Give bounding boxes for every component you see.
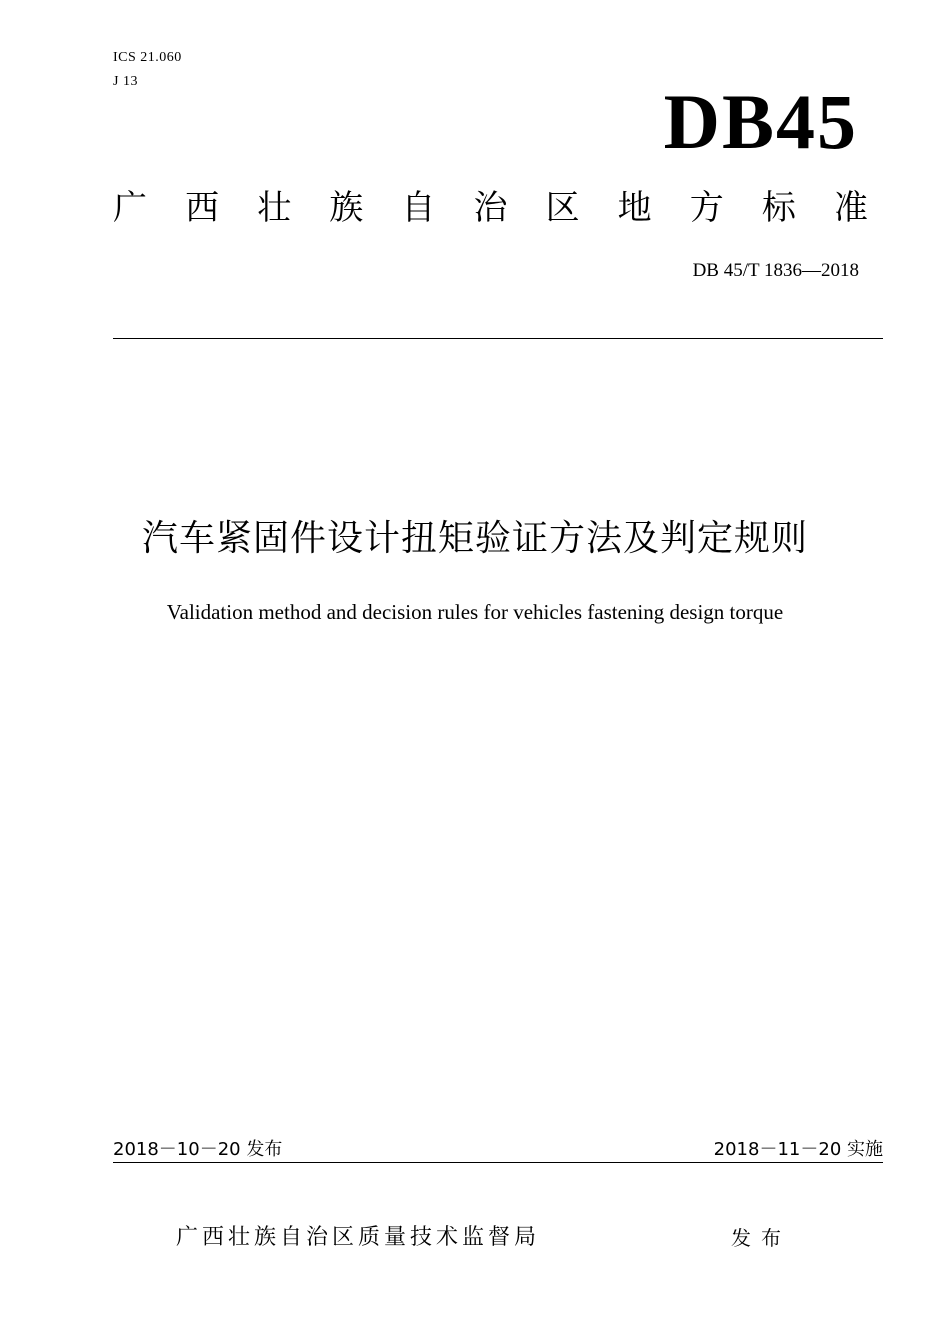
issued-label: 发布	[731, 1226, 791, 1250]
ics-code: ICS 21.060	[113, 50, 182, 65]
standard-title-char: 准	[833, 188, 868, 228]
issuing-authority: 广西壮族自治区质量技术监督局	[176, 1225, 541, 1250]
document-title-chinese: 汽车紧固件设计扭矩验证方法及判定规则	[141, 518, 808, 559]
standard-title-char: 地	[617, 188, 652, 228]
standard-title-char: 自	[401, 188, 436, 228]
standard-title-char: 广	[113, 188, 147, 228]
implementation-date: 2018－11－20 实施	[713, 1139, 883, 1160]
standard-category-title	[113, 186, 868, 230]
ccs-code: J 13	[113, 74, 138, 89]
standard-title-char: 族	[329, 188, 364, 228]
standard-title-char: 西	[185, 188, 220, 228]
top-divider	[113, 338, 883, 339]
standard-title-char: 标	[761, 188, 796, 228]
document-title-english: Validation method and decision rules for vehicles fastening design torque	[166, 600, 784, 624]
standard-title-char: 壮	[257, 188, 292, 228]
standard-number: DB 45/T 1836—2018	[692, 260, 859, 281]
issue-date: 2018－10－20 发布	[113, 1139, 283, 1160]
standard-title-char: 治	[473, 188, 508, 228]
standard-title-char: 区	[545, 188, 580, 228]
standard-title-char: 方	[689, 188, 724, 228]
db45-logo: DB45	[663, 78, 858, 165]
bottom-divider	[113, 1162, 883, 1163]
